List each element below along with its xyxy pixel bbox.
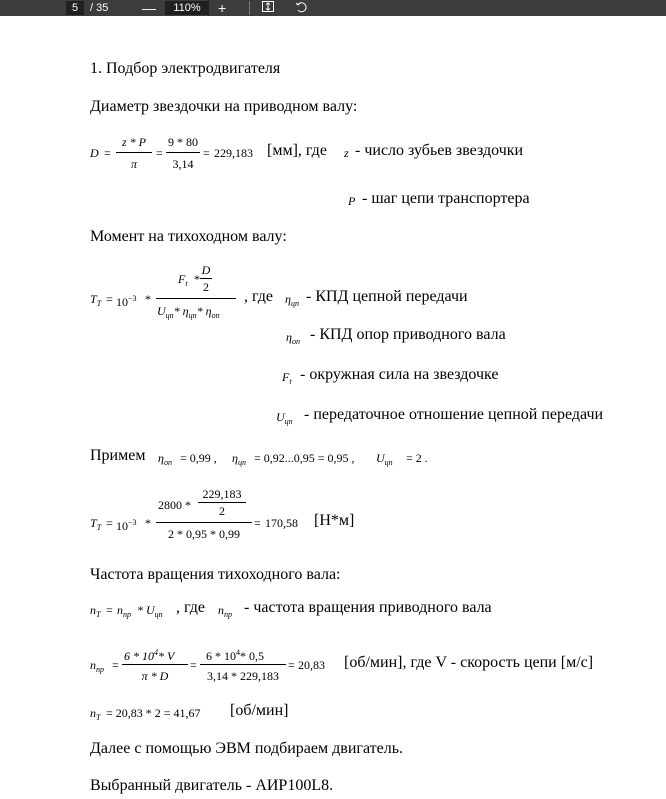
document-page: 1. Подбор электродвигателя Диаметр звездочки на приводном валу: D = z * P π = 9 * 80 3,14 = 229,183 [мм], где z - число зубьев звездочки P - шаг цепи транспортера Момент на тихоходном валу: $T_T$ = $10^{-3}$ * $F_t$ * D 2 $U_{цп}*$ $\eta_{цп}*$ $\eta_{оп}$ , где $\eta_{цп}$ - КПД цепной передачи $\eta_{оп}$ - КПД опор приводного вала $F_t$ - окружная сила на звездочке $U_{цп}$ - передаточное отношение цепной передачи Примем $\eta_{оп}$ = 0,99 , $\eta_{цп}$ = 0,92...0,95 = 0,95 , $U_{цп}$ = 2 . $T_T$ = $10^{-3}$ * 2800 * 229,183 2 2 * 0,95 * 0,99 = 170,58 [Н*м] Частота вращения тихоходного вала: $n_T$ = $n_{пр}$ * $U_{цп}$ , где $n_{пр}$ - частота вращения приводного вала $n_{пр}$ = $6 * 10^4*$ V π * D = $6 * 10^4*$ 0,5 3,14 * 229,183 = 20,83 [об/мин], где V - скорость цепи [м/с] $n_T$ = 20,83 * 2 = 41,67 [об/мин] Далее с помощью ЭВМ подбираем двигатель. Выбранный двигатель - АИР100L8.	[0, 16, 666, 799]
zoom-level-input[interactable]: 110%	[165, 1, 209, 15]
toolbar-divider	[249, 1, 250, 15]
page-total: / 35	[90, 2, 109, 14]
diameter-label: Диаметр звездочки на приводном валу:	[90, 98, 358, 115]
page-number-input[interactable]: 5	[66, 1, 84, 15]
rotate-icon[interactable]	[295, 1, 308, 15]
fit-to-page-icon[interactable]	[262, 1, 274, 15]
zoom-in-button[interactable]: +	[218, 0, 227, 16]
frequency-label: Частота вращения тихоходного вала:	[90, 566, 341, 583]
computer-selection-line: Далее с помощью ЭВМ подбираем двигатель.	[90, 740, 404, 757]
selected-motor-line: Выбранный двигатель - АИР100L8.	[90, 777, 334, 794]
section-heading: 1. Подбор электродвигателя	[90, 60, 281, 77]
pdf-toolbar	[0, 0, 666, 16]
moment-label: Момент на тихоходном валу:	[90, 228, 287, 245]
zoom-out-button[interactable]: —	[142, 0, 156, 16]
